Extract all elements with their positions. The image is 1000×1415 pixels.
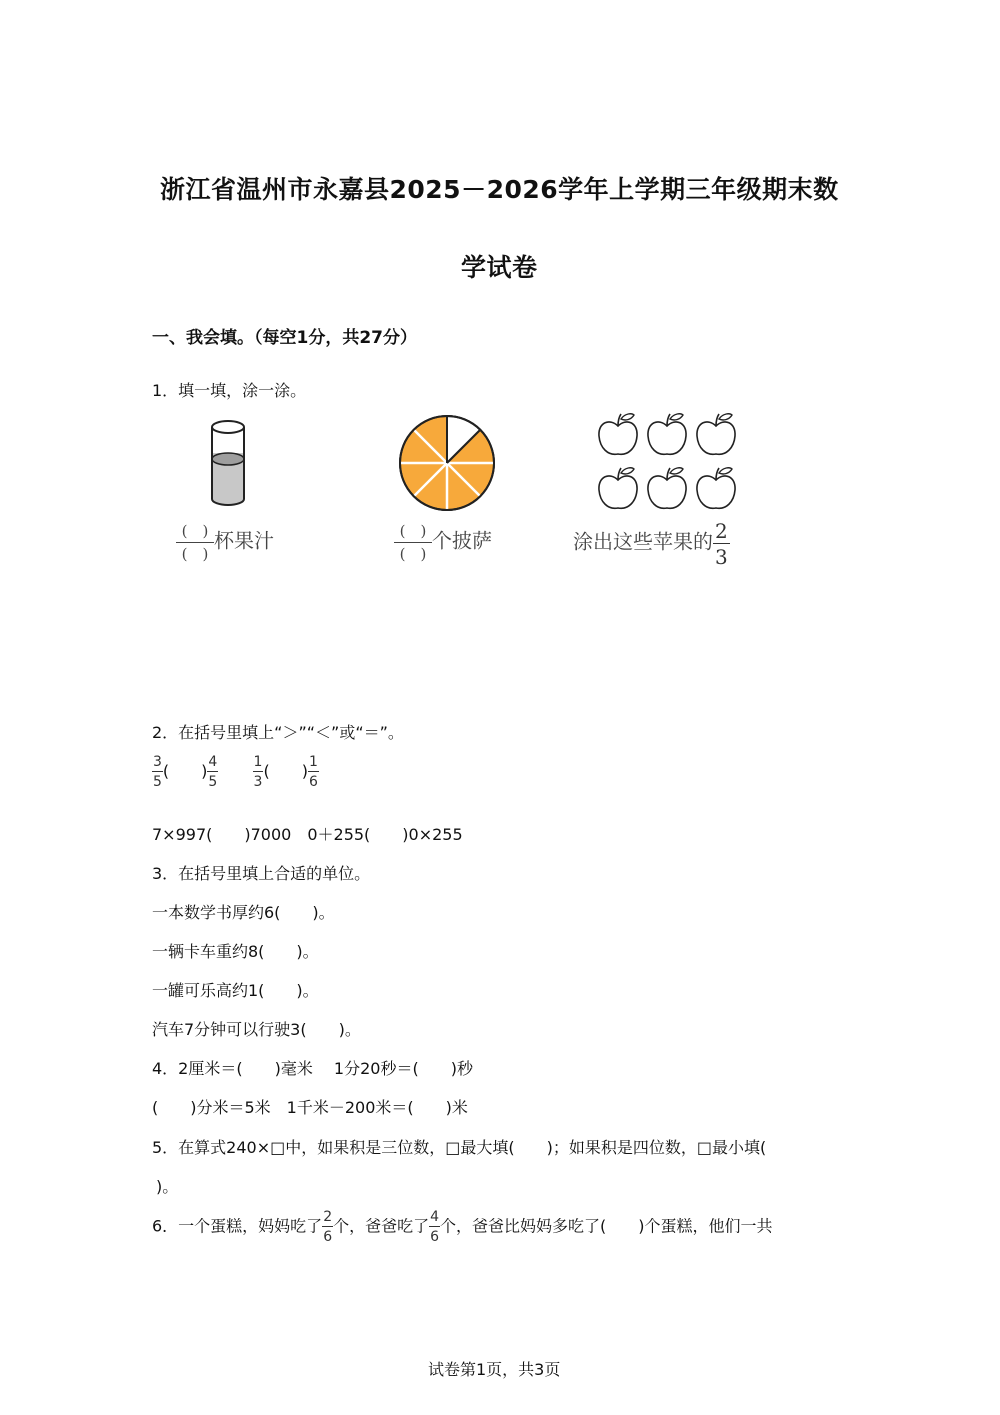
fraction-2-6: [322, 1210, 333, 1244]
fraction-4-5: [207, 755, 218, 789]
q6-part-a: 6．一个蛋糕，妈妈吃了: [152, 1216, 323, 1236]
fraction-numerator: 3: [153, 754, 162, 770]
fraction-numerator: 1: [253, 754, 263, 770]
question-1-text: 1．填一填，涂一涂。: [152, 381, 307, 400]
fraction-denominator: 6: [323, 1229, 333, 1245]
apples-label: 涂出这些苹果的: [573, 529, 713, 554]
question-5-line2: )。: [156, 1177, 179, 1196]
fraction-denominator: 5: [153, 774, 162, 790]
question-3-b: 一辆卡车重约8( )。: [152, 942, 319, 961]
fraction-denominator: 6: [308, 774, 318, 790]
answer-blank[interactable]: ( ): [263, 761, 308, 781]
question-3-c: 一罐可乐高约1( )。: [152, 981, 319, 1000]
section-heading: 一、我会填。（每空1分，共27分）: [152, 328, 417, 348]
pizza-fraction-denominator: ( ): [399, 545, 427, 563]
question-4-line2: ( )分米＝5米 1千米－200米＝( )米: [152, 1098, 468, 1117]
fraction-numerator: 1: [308, 754, 318, 770]
apples-fraction-numerator: 2: [715, 519, 728, 543]
fraction-1-3: [253, 755, 264, 789]
apples-fraction-denominator: 3: [715, 545, 728, 569]
fraction-denominator: 3: [253, 774, 263, 790]
fraction-numerator: 4: [430, 1209, 440, 1225]
question-6-text: [152, 1210, 773, 1244]
q6-part-c: 个，爸爸比妈妈多吃了( )个蛋糕，他们一共: [440, 1216, 773, 1236]
question-2-text: 2．在括号里填上“＞”“＜”或“＝”。: [152, 723, 404, 742]
fraction-numerator: 4: [208, 754, 218, 770]
q6-part-b: 个，爸爸吃了: [333, 1216, 430, 1236]
page-footer: 试卷第1页，共3页: [428, 1360, 561, 1379]
juice-fraction-numerator: ( ): [176, 524, 214, 543]
question-5-line1: 5．在算式240×□中，如果积是三位数，□最大填( )；如果积是四位数，□最小填(: [152, 1138, 767, 1157]
fraction-numerator: 2: [323, 1209, 333, 1225]
question-2-line2: 7×997( )7000 0＋255( )0×255: [152, 825, 463, 844]
question-3-d: 汽车7分钟可以行驶3( )。: [152, 1020, 361, 1039]
apples-group-icon: [594, 410, 744, 515]
pizza-caption: [394, 524, 492, 562]
fraction-denominator: 6: [430, 1229, 440, 1245]
question-3-text: 3．在括号里填上合适的单位。: [152, 864, 371, 883]
pizza-icon: [396, 412, 498, 514]
question-3-a: 一本数学书厚约6( )。: [152, 903, 335, 922]
page-title-line1: 浙江省温州市永嘉县2025－2026学年上学期三年级期末数: [160, 175, 839, 204]
juice-label: 杯果汁: [214, 528, 274, 553]
pizza-label: 个披萨: [432, 528, 492, 553]
question-4-line1: 4．2厘米＝( )毫米 1分20秒＝( )秒: [152, 1059, 473, 1078]
juice-fraction-denominator: ( ): [181, 545, 209, 563]
pizza-fraction-numerator: ( ): [394, 524, 432, 543]
answer-blank[interactable]: ( ): [162, 761, 208, 781]
page-title-line2: 学试卷: [461, 253, 538, 282]
fraction-3-5: [152, 755, 163, 789]
juice-fraction: [176, 524, 214, 562]
pizza-fraction: [394, 524, 432, 562]
juice-caption: [176, 524, 274, 562]
fraction-4-6: [429, 1210, 440, 1244]
apples-caption: [573, 521, 730, 567]
fraction-1-6: [308, 755, 319, 789]
juice-glass-icon: [205, 415, 251, 510]
fraction-denominator: 5: [208, 774, 218, 790]
apples-fraction: [713, 521, 730, 567]
question-2-fractions: [152, 755, 319, 789]
